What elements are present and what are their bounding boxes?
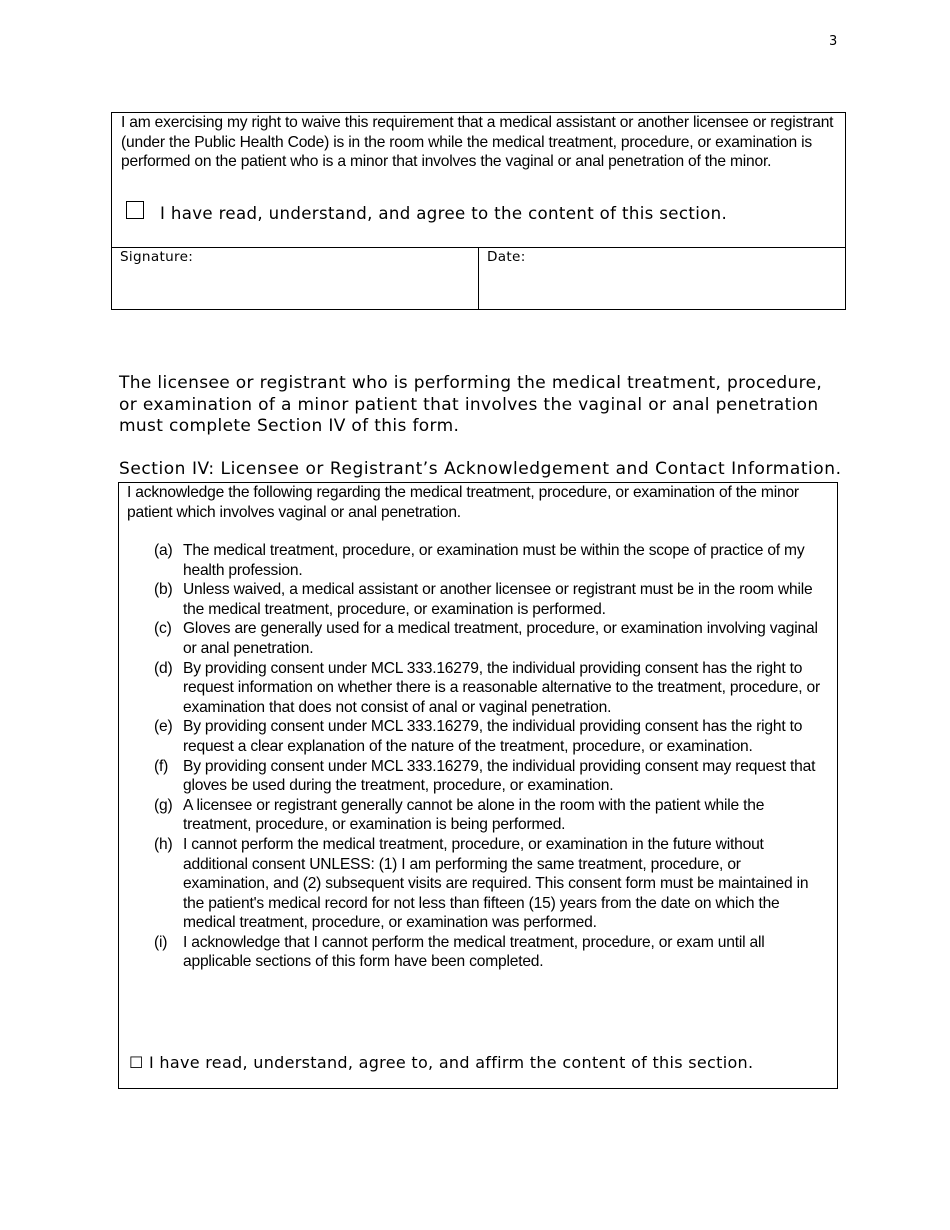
waiver-row xyxy=(112,113,845,248)
item-text: The medical treatment, procedure, or examination must be within the scope of practice of my health profession. xyxy=(183,542,805,579)
acknowledgement-list xyxy=(119,541,837,972)
page-number: 3 xyxy=(829,34,838,49)
item-text: I acknowledge that I cannot perform the medical treatment, procedure, or exam until all applicable sections of this form have been completed. xyxy=(183,933,765,971)
date-field[interactable] xyxy=(479,248,845,309)
item-marker: (c) xyxy=(154,620,172,638)
item-text: A licensee or registrant generally cannot be alone in the room with the patient while the treatment, procedure, or examination is being performed. xyxy=(183,796,765,834)
list-item xyxy=(119,541,829,580)
item-marker: (g) xyxy=(154,796,173,814)
waiver-checkbox-label: I have read, understand, and agree to the content of this section. xyxy=(160,204,728,223)
list-item xyxy=(119,933,829,972)
item-text: By providing consent under MCL 333.16279, the individual providing consent has the right to request information on whether there is a reasonable alternative to the treatment, procedure, or examination that does not consist of anal or vaginal penetration. xyxy=(183,659,820,716)
item-marker: (d) xyxy=(154,659,173,677)
waiver-text: I am exercising my right to waive this requirement that a medical assistant or another licensee or registrant (under the Public Health Code) is in the room while the medical treatment, procedure, or examination is performed on the patient who is a minor that involves the vaginal or anal penetration of the minor. xyxy=(121,114,834,171)
list-item xyxy=(119,659,829,718)
item-text: By providing consent under MCL 333.16279, the individual providing consent has the right to request a clear explanation of the nature of the treatment, procedure, or examination. xyxy=(183,718,803,755)
waiver-checkbox[interactable] xyxy=(126,201,144,219)
date-label: Date: xyxy=(487,249,526,265)
section-iv-box xyxy=(118,482,838,1089)
waiver-table xyxy=(111,112,846,310)
item-marker: (e) xyxy=(154,718,173,736)
item-marker: (h) xyxy=(154,835,173,853)
item-marker: (i) xyxy=(154,933,168,951)
item-text: Unless waived, a medical assistant or another licensee or registrant must be in the room while the medical treatment, procedure, or examination is performed. xyxy=(183,581,813,618)
signature-field[interactable] xyxy=(112,248,479,309)
item-text: Gloves are generally used for a medical treatment, procedure, or examination involving vaginal or anal penetration. xyxy=(183,620,818,657)
list-item xyxy=(119,757,829,796)
list-item xyxy=(119,717,829,756)
item-text: I cannot perform the medical treatment, procedure, or examination in the future without additional consent UNLESS: (1) I am performing the same treatment, procedure, or examination, and (2) subsequent visits are required. This consent form must be maintained in the patient's medical record for not less than fifteen (15) years from the date on which the medical treatment, procedure, or examination was performed. xyxy=(183,835,809,932)
section-instructions: The licensee or registrant who is performing the medical treatment, procedure, or examination of a minor patient that involves the vaginal or anal penetration must complete Section IV of this form. xyxy=(119,373,823,437)
item-marker: (f) xyxy=(154,757,169,775)
section-iv-heading: Section IV: Licensee or Registrant’s Acknowledgement and Contact Information. xyxy=(119,459,842,479)
list-item xyxy=(119,619,829,658)
item-text: By providing consent under MCL 333.16279, the individual providing consent may request that gloves be used during the treatment, procedure, or examination. xyxy=(183,757,816,795)
section-iv-intro: I acknowledge the following regarding the medical treatment, procedure, or examination of the minor patient which involves vaginal or anal penetration. xyxy=(127,484,799,521)
list-item xyxy=(119,835,829,933)
section-iv-checkbox[interactable]: ☐ I have read, understand, agree to, and affirm the content of this section. xyxy=(129,1053,754,1072)
item-marker: (a) xyxy=(154,542,173,559)
signature-label: Signature: xyxy=(120,249,194,265)
item-marker: (b) xyxy=(154,581,173,599)
list-item xyxy=(119,796,829,835)
list-item xyxy=(119,580,829,619)
